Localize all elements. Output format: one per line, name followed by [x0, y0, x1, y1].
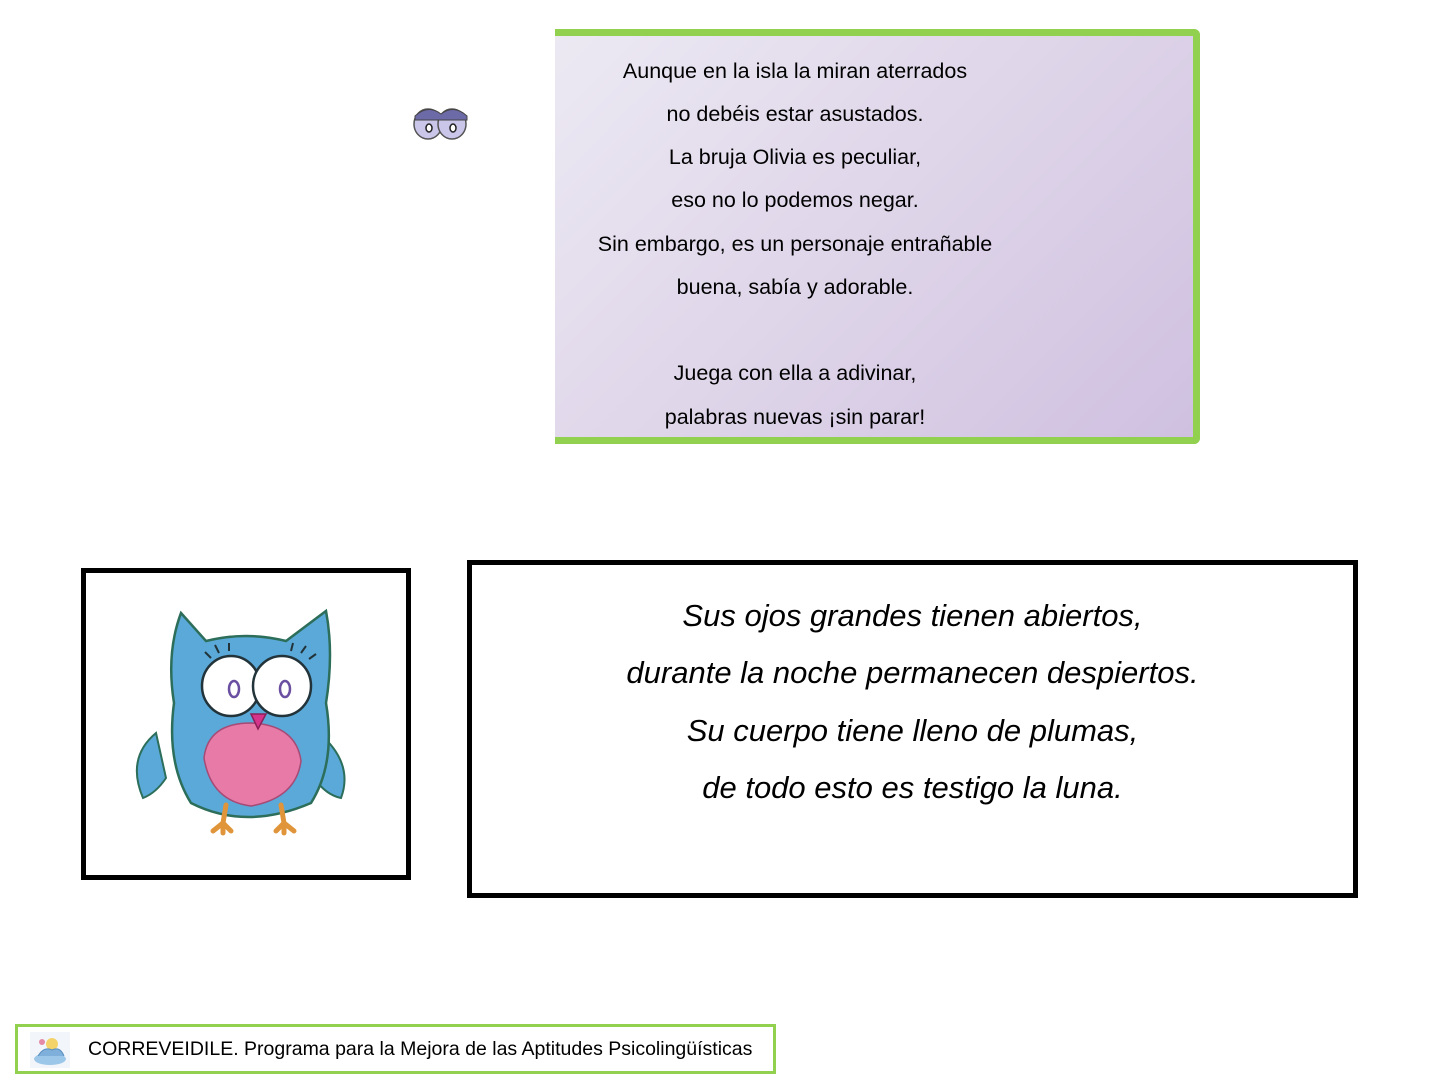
poem-line: Aunque en la isla la miran aterrados: [622, 59, 968, 83]
riddle-line: Su cuerpo tiene lleno de plumas,: [686, 713, 1139, 748]
eyes-icon: [410, 100, 472, 146]
poem-line: Sin embargo, es un personaje entrañable: [597, 232, 993, 256]
footer-banner: [15, 1024, 776, 1074]
poem-line: Juega con ella a adivinar,: [673, 361, 917, 385]
footer-text: CORREVEIDILE. Programa para la Mejora de las Aptitudes Psicolingüísticas: [88, 1038, 753, 1060]
poem-line: buena, sabía y adorable.: [676, 275, 914, 299]
poem-line: eso no lo podemos negar.: [671, 188, 919, 212]
riddle-box: [467, 560, 1358, 898]
riddle-line: durante la noche permanecen despiertos.: [626, 655, 1199, 690]
riddle-line: de todo esto es testigo la luna.: [702, 770, 1123, 805]
poem-line: no debéis estar asustados.: [666, 102, 924, 126]
owl-picture-frame: [81, 568, 411, 880]
correveidile-logo: [30, 1032, 70, 1068]
poem-line: palabras nuevas ¡sin parar!: [664, 405, 926, 429]
poem-box: [555, 29, 1200, 444]
poem-line: La bruja Olivia es peculiar,: [668, 145, 922, 169]
riddle-line: Sus ojos grandes tienen abiertos,: [682, 598, 1143, 633]
owl-illustration: [86, 573, 406, 875]
